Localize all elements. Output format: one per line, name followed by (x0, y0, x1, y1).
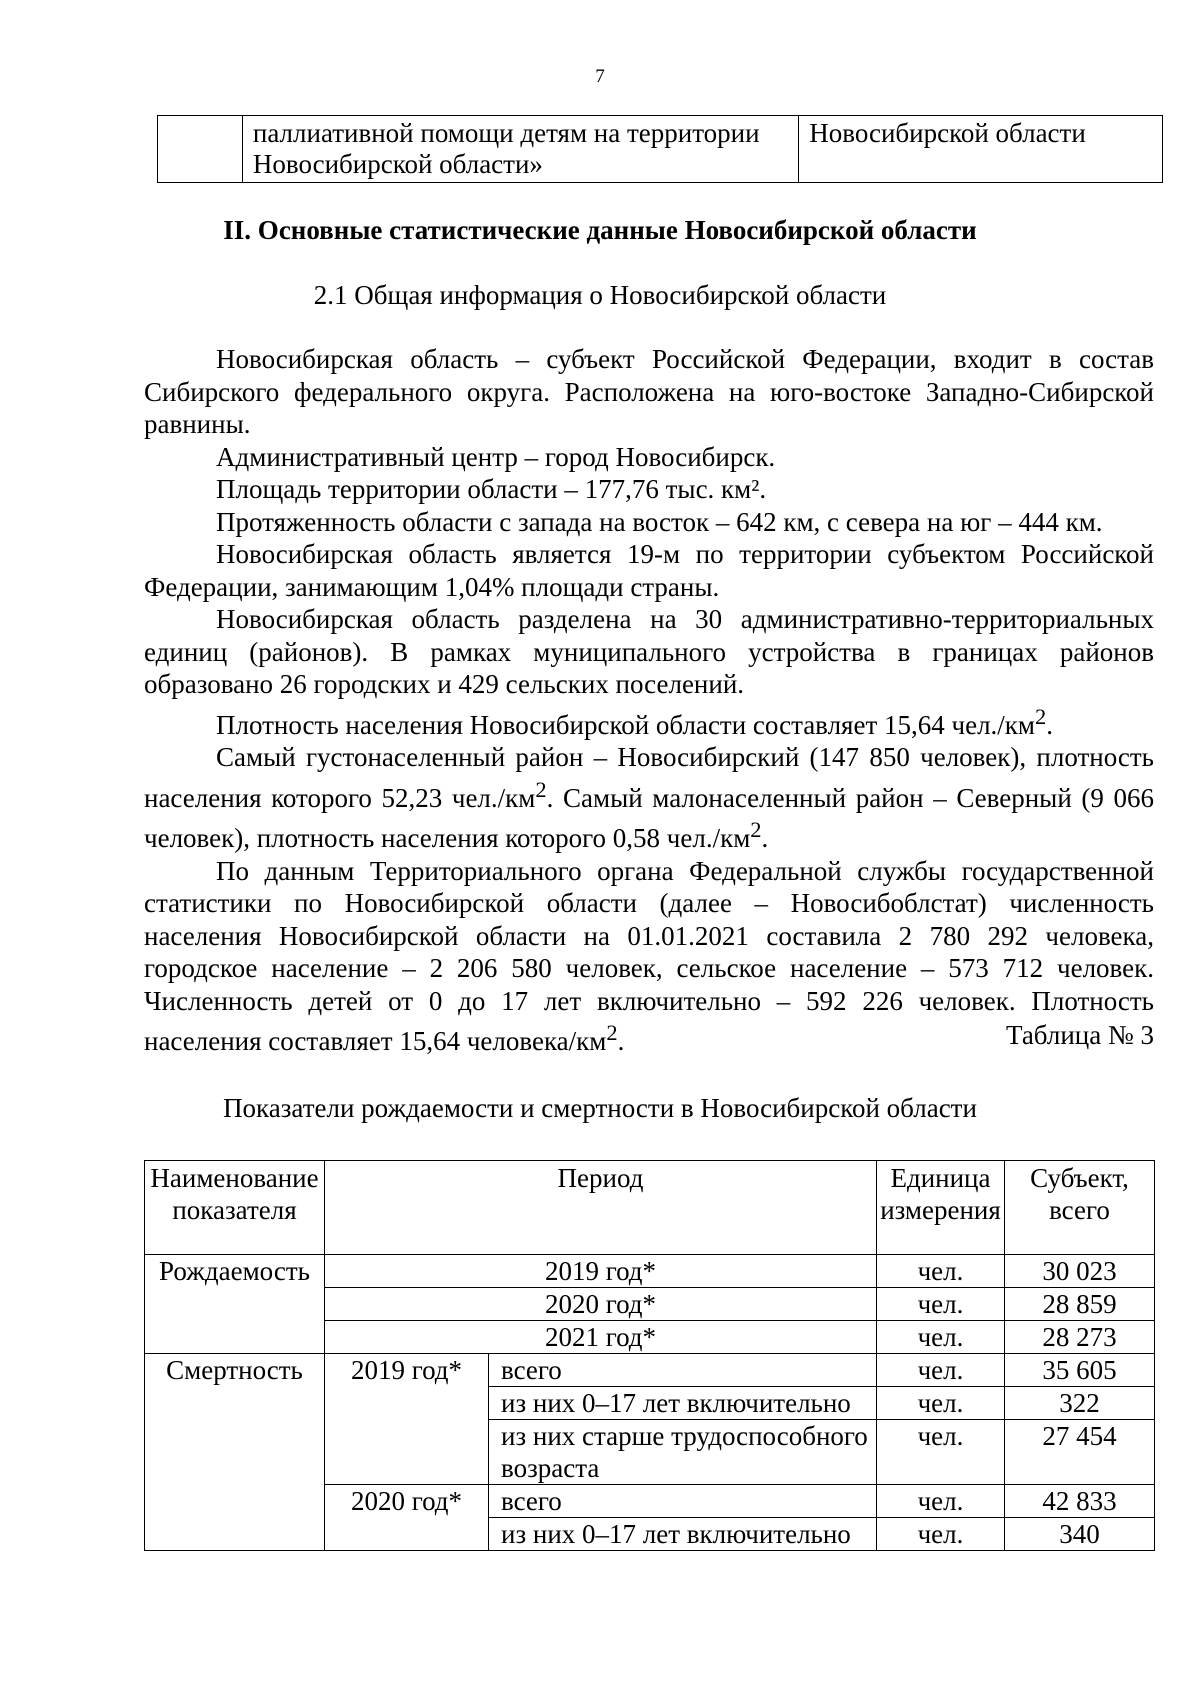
paragraph: Новосибирская область – субъект Российской Федерации, входит в состав Сибирского федерального округа. Расположена на юго-востоке Западно-Сибирской равнины. (144, 344, 1154, 439)
cell-value: 35 605 (1005, 1354, 1155, 1387)
header-period: Период (325, 1161, 877, 1255)
paragraph: Новосибирская область разделена на 30 административно-территориальных единиц (районов). В рамках муниципального устройства в границах районов образовано 26 городских и 429 сельских поселений. (144, 604, 1154, 699)
header-total: Субъект, всего (1005, 1161, 1155, 1255)
punctuation: . (1046, 709, 1053, 740)
punctuation: . (761, 823, 769, 853)
cell-value: 30 023 (1005, 1255, 1155, 1288)
table-cell-empty (158, 116, 243, 183)
paragraph (144, 741, 1154, 855)
cell-period: 2021 год* (325, 1321, 877, 1354)
punctuation: . (617, 1026, 625, 1056)
header-name: Наименование показателя (145, 1161, 325, 1255)
table-caption: Показатели рождаемости и смертности в Новосибирской области (223, 1093, 977, 1123)
page-number: 7 (595, 66, 605, 87)
paragraph (144, 855, 1154, 1058)
paragraph: Административный центр – город Новосибирск. (216, 441, 776, 472)
cell-unit: чел. (877, 1255, 1005, 1288)
table-header-row (145, 1161, 1155, 1255)
table-number: Таблица № 3 (1006, 1020, 1154, 1050)
superscript: 2 (535, 776, 547, 802)
table-row (158, 116, 1163, 183)
superscript: 2 (606, 1020, 618, 1045)
cell-unit: чел. (877, 1518, 1005, 1551)
paragraph: Площадь территории области – 177,76 тыс. км². (216, 474, 767, 504)
cell-unit: чел. (877, 1420, 1005, 1485)
cell-period: 2020 год* (325, 1288, 877, 1321)
cell-line: паллиативной помощи детям на территории (252, 118, 760, 148)
paragraph: Протяженность области с запада на восток – 642 км, с севера на юг – 444 км. (216, 506, 1103, 537)
section-title: II. Основные статистические данные Новосибирской области (223, 215, 977, 245)
cell-value: 322 (1005, 1387, 1155, 1420)
cell-year: 2020 год* (325, 1485, 489, 1551)
header-unit: Единица измерения (877, 1161, 1005, 1255)
cell-subindicator: всего (489, 1485, 877, 1518)
cell-value: 340 (1005, 1518, 1155, 1551)
paragraph (144, 701, 1154, 742)
body-text (144, 343, 1154, 1058)
stats-table (144, 1160, 1155, 1551)
cell-year: 2019 год* (325, 1354, 489, 1485)
cell-unit: чел. (877, 1288, 1005, 1321)
continuation-table (157, 115, 1163, 183)
cell-line: Новосибирской области» (252, 149, 543, 179)
paragraph-text: Самый густонаселенный район – Новосибирский (147 850 человек), плотность населения которого 52,23 чел./км (144, 742, 1154, 813)
subsection-title: 2.1 Общая информация о Новосибирской области (313, 280, 887, 310)
cell-unit: чел. (877, 1321, 1005, 1354)
superscript: 2 (750, 817, 762, 842)
cell-unit: чел. (877, 1387, 1005, 1420)
table-cell-description (242, 116, 798, 183)
table-row (145, 1255, 1155, 1288)
cell-value: 28 273 (1005, 1321, 1155, 1354)
cell-value: 27 454 (1005, 1420, 1155, 1485)
cell-period: 2019 год* (325, 1255, 877, 1288)
paragraph-text: По данным Территориального органа Федеральной службы государственной статистики по Новосибирской области (далее – Новосибоблстат) численность населения Новосибирской области на 01.01.2021 составила 2 780 292 человека, городское население – 2 206 580 человек, сельское население – 573 712 человек. Численность детей от 0 до 17 лет включительно – 592 226 человек. Плотность населения составляет 15,64 человека/км (144, 855, 1154, 1056)
cell-unit: чел. (877, 1354, 1005, 1387)
paragraph-text: . Самый малонаселенный район – Северный (9 066 человек), плотность населения которого 0,58 чел./км (144, 782, 1155, 853)
table-cell-region: Новосибирской области (799, 116, 1163, 183)
cell-unit: чел. (877, 1485, 1005, 1518)
row-label-birth: Рождаемость (145, 1255, 325, 1354)
cell-subindicator: из них старше трудоспособного возраста (489, 1420, 877, 1485)
row-label-death: Смертность (145, 1354, 325, 1551)
cell-subindicator: из них 0–17 лет включительно (489, 1518, 877, 1551)
paragraph-text: Плотность населения Новосибирской области составляет 15,64 чел./км (216, 709, 1035, 740)
superscript: 2 (1035, 703, 1047, 729)
cell-value: 42 833 (1005, 1485, 1155, 1518)
table-row (145, 1354, 1155, 1387)
cell-value: 28 859 (1005, 1288, 1155, 1321)
paragraph: Новосибирская область является 19-м по территории субъектом Российской Федерации, занимающим 1,04% площади страны. (144, 539, 1154, 602)
cell-subindicator: всего (489, 1354, 877, 1387)
cell-subindicator: из них 0–17 лет включительно (489, 1387, 877, 1420)
